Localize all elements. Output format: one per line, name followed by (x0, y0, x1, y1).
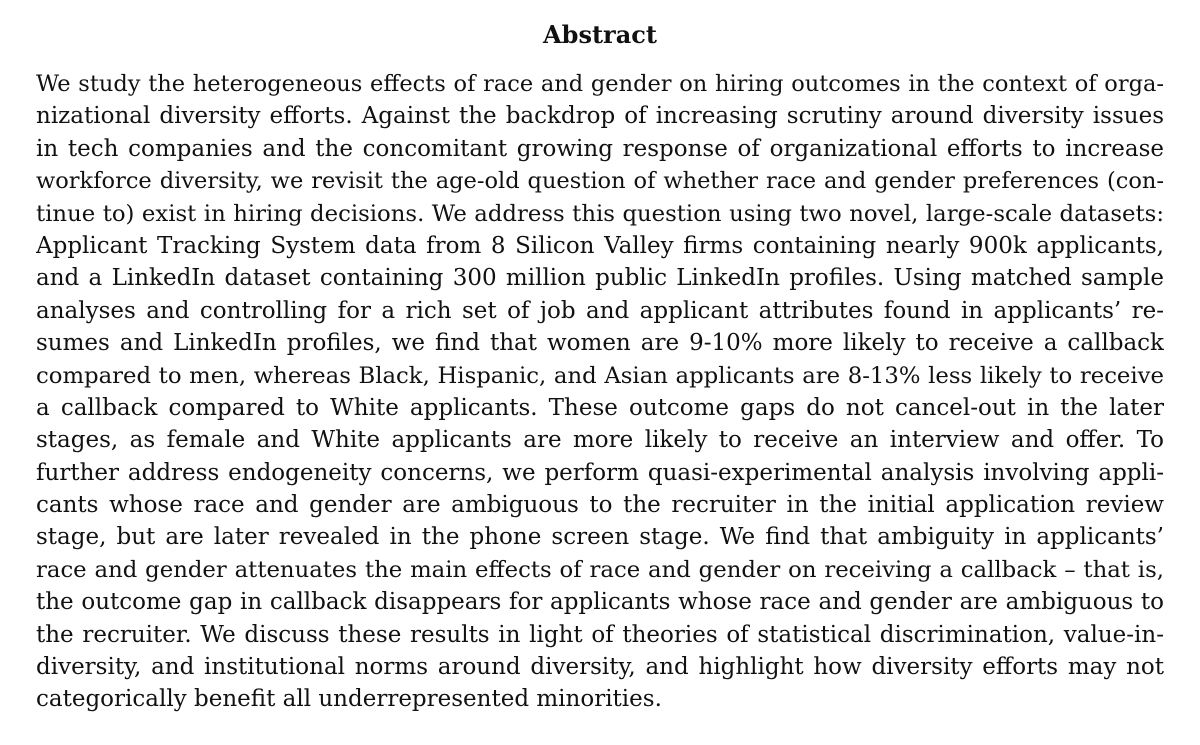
abstract-body (36, 68, 1164, 716)
abstract-line: a callback compared to White applicants. These outcome gaps do not cancel-out in the later (36, 394, 1164, 421)
abstract-line: stages, as female and White applicants are more likely to receive an interview and offer. To (36, 427, 1164, 454)
abstract-line: further address endogeneity concerns, we perform quasi-experimental analysis involving appli- (36, 459, 1164, 486)
abstract-line: nizational diversity efforts. Against the backdrop of increasing scrutiny around diversity issues (36, 103, 1164, 130)
abstract-line: cants whose race and gender are ambiguous to the recruiter in the initial application review (36, 492, 1164, 519)
abstract-line: and a LinkedIn dataset containing 300 million public LinkedIn profiles. Using matched sample (36, 265, 1164, 292)
abstract-line: We study the heterogeneous effects of race and gender on hiring outcomes in the context of orga- (36, 71, 1164, 97)
abstract-line: race and gender attenuates the main effects of race and gender on receiving a callback – that is, (36, 556, 1164, 583)
abstract-line: diversity, and institutional norms around diversity, and highlight how diversity efforts may not (36, 654, 1164, 681)
abstract-line: stage, but are later revealed in the phone screen stage. We find that ambiguity in applicants’ (36, 524, 1164, 551)
abstract-line: in tech companies and the concomitant growing response of organizational efforts to increase (36, 135, 1164, 162)
abstract-line: tinue to) exist in hiring decisions. We address this question using two novel, large-scale datasets: (36, 200, 1164, 227)
abstract-heading: Abstract (543, 20, 657, 49)
abstract-line: sumes and LinkedIn profiles, we find that women are 9-10% more likely to receive a callback (36, 330, 1164, 357)
abstract-line: categorically benefit all underrepresented minorities. (36, 686, 662, 713)
abstract-line: workforce diversity, we revisit the age-old question of whether race and gender preferences (con- (36, 168, 1164, 195)
abstract-line: compared to men, whereas Black, Hispanic, and Asian applicants are 8-13% less likely to receive (36, 362, 1164, 389)
abstract-line: Applicant Tracking System data from 8 Silicon Valley firms containing nearly 900k applicants, (36, 232, 1164, 259)
abstract-line: analyses and controlling for a rich set of job and applicant attributes found in applicants’ re- (36, 297, 1164, 324)
abstract-line: the outcome gap in callback disappears for applicants whose race and gender are ambiguous to (36, 589, 1164, 616)
abstract-line: the recruiter. We discuss these results in light of theories of statistical discrimination, value-in- (36, 621, 1164, 648)
